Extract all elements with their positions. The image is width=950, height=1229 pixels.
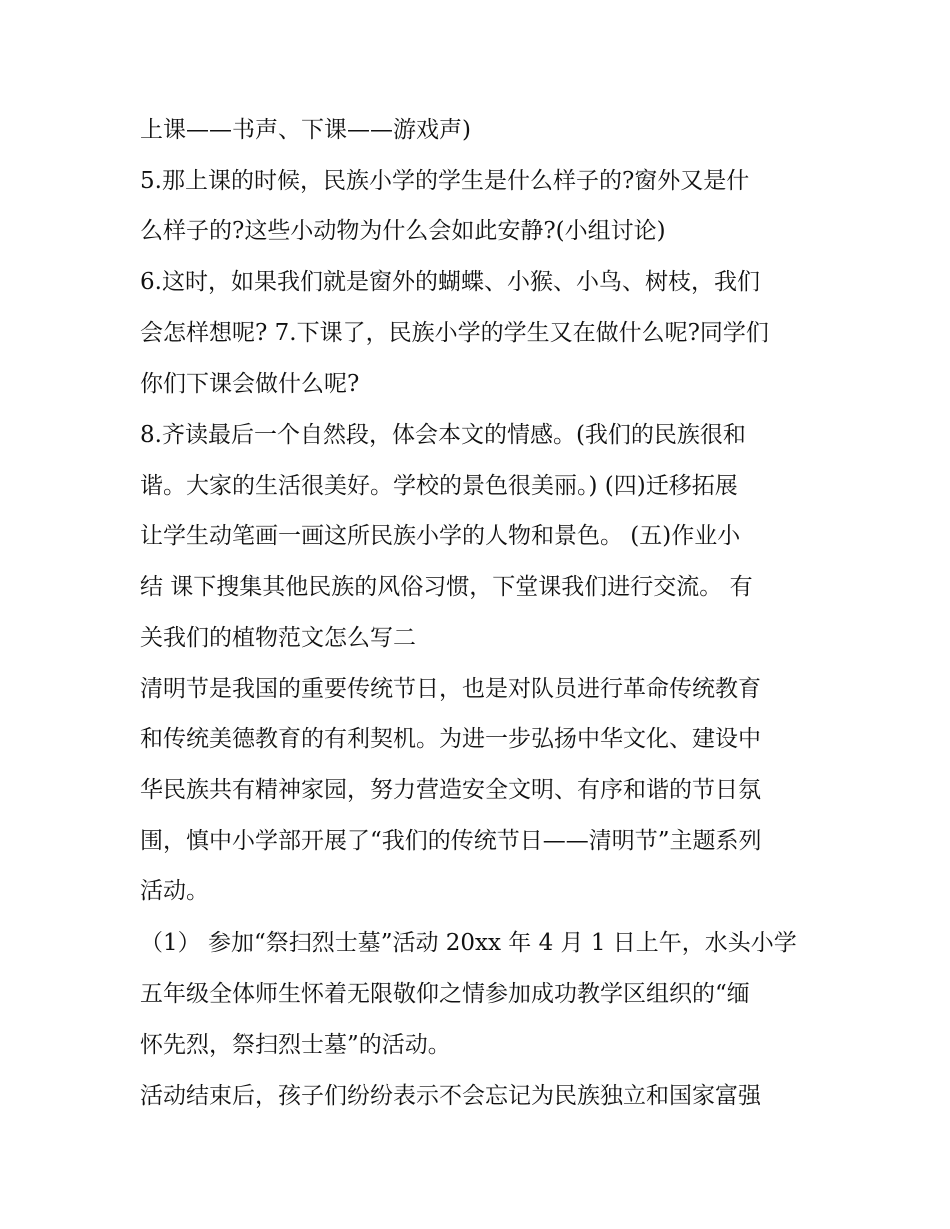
text-line: 华民族共有精神家园，努力营造安全文明、有序和谐的节日氛 <box>140 777 761 803</box>
text-line: 你们下课会做什么呢? <box>140 371 360 397</box>
text-line: 结 课下搜集其他民族的风俗习惯，下堂课我们进行交流。 有 <box>140 574 753 600</box>
text-line: 围，慎中小学部开展了“我们的传统节日——清明节”主题系列 <box>140 828 762 854</box>
text-line: 怀先烈，祭扫烈士墓”的活动。 <box>140 1032 451 1058</box>
text-line: （1） 参加“祭扫烈士墓”活动 20xx 年 4 月 1 日上午，水头小学 <box>140 930 797 956</box>
text-line: 么样子的?这些小动物为什么会如此安静?(小组讨论) <box>140 218 666 244</box>
text-line: 和传统美德教育的有利契机。为进一步弘扬中华文化、建设中 <box>140 726 761 752</box>
text-line: 关我们的植物范文怎么写二 <box>140 625 416 651</box>
text-line: 上课——书声、下课——游戏声) <box>140 117 471 143</box>
text-line: 五年级全体师生怀着无限敬仰之情参加成功教学区组织的“缅 <box>140 981 750 1007</box>
text-line: 活动。 <box>140 878 209 904</box>
text-line: 清明节是我国的重要传统节日，也是对队员进行革命传统教育 <box>140 676 761 702</box>
text-line: 活动结束后，孩子们纷纷表示不会忘记为民族独立和国家富强 <box>140 1083 761 1109</box>
text-line: 5.那上课的时候，民族小学的学生是什么样子的?窗外又是什 <box>140 168 750 194</box>
text-line: 6.这时，如果我们就是窗外的蝴蝶、小猴、小鸟、树枝，我们 <box>140 269 760 295</box>
text-line: 8.齐读最后一个自然段，体会本文的情感。(我们的民族很和 <box>140 422 746 448</box>
text-line: 谐。大家的生活很美好。学校的景色很美丽。) (四)迁移拓展 <box>140 473 738 499</box>
text-line: 让学生动笔画一画这所民族小学的人物和景色。 (五)作业小 <box>140 523 741 549</box>
text-line: 会怎样想呢? 7.下课了，民族小学的学生又在做什么呢?同学们 <box>140 320 769 346</box>
